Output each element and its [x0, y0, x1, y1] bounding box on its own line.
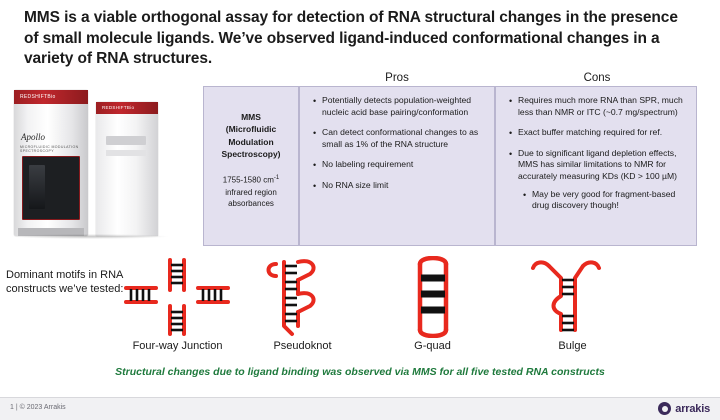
pros-list	[310, 95, 486, 192]
motif-caption: Pseudoknot	[273, 340, 332, 352]
page-number: 1	[10, 404, 14, 411]
cons-list	[506, 95, 688, 212]
photo-shadow	[10, 234, 170, 239]
instrument-model-name: Apollo	[21, 132, 45, 142]
motif-caption: Four-way Junction	[132, 340, 223, 352]
list-item: • Requires much more RNA than SPR, much less than NMR or ITC (~0.7 mg/spectrum)	[518, 95, 688, 118]
arrakis-logo-icon	[658, 402, 671, 415]
instrument-right-brand-label: REDSHIFTBio	[102, 105, 135, 110]
mms-detail-region: infrared region absorbances	[225, 187, 277, 209]
motif-bulge	[505, 256, 640, 352]
brand-logo-text: arrakis	[675, 402, 710, 415]
page-title: MMS is a viable orthogonal assay for detection of RNA structural changes in the presence of small molecule ligands. We’ve observed ligand-induced conformational changes in a variety of RNA structures.	[24, 9, 678, 68]
list-item: • No labeling requirement	[322, 159, 486, 171]
g-quad-icon	[370, 256, 495, 338]
motif-caption: G-quad	[414, 340, 451, 352]
mms-detail	[209, 174, 293, 209]
list-item	[518, 148, 688, 212]
list-item: • No RNA size limit	[322, 180, 486, 192]
motifs-label: Dominant motifs in RNA constructs we’ve tested:	[6, 269, 124, 296]
instrument-left-brand-label: REDSHIFTBio	[20, 94, 56, 100]
brand-logo	[658, 402, 710, 415]
instrument-right-slot-secondary	[106, 150, 146, 156]
bulge-icon	[505, 256, 640, 338]
motif-g-quad	[370, 256, 495, 352]
instrument-right-slot	[106, 136, 146, 145]
list-item: • Can detect conformational changes to as small as 1% of the RNA structure	[322, 127, 486, 150]
instrument-window	[22, 156, 80, 220]
instrument-model-subtitle: MICROFLUIDIC MODULATION SPECTROSCOPY	[20, 145, 79, 153]
motif-pseudoknot	[240, 256, 365, 352]
list-item: • Exact buffer matching required for ref.	[518, 127, 688, 139]
cons-cell	[495, 86, 697, 246]
list-item: • Potentially detects population-weighted nucleic acid base pairing/conformation	[322, 95, 486, 118]
footer-bar	[0, 397, 720, 420]
mms-expansion: (Microfluidic Modulation Spectroscopy)	[221, 124, 281, 159]
motif-caption: Bulge	[558, 340, 587, 352]
instrument-left-unit	[14, 90, 88, 236]
instrument-right-brand-band	[96, 102, 158, 114]
motif-four-way-junction	[110, 256, 245, 352]
instrument-photo	[8, 86, 200, 238]
pros-cell	[299, 86, 495, 246]
pros-column-header: Pros	[385, 72, 409, 84]
footer-meta	[10, 404, 66, 411]
mms-definition-cell	[203, 86, 299, 246]
pseudoknot-icon	[240, 256, 365, 338]
list-item-text: Due to significant ligand depletion effects, MMS has similar limitations to NMR for accurately measuring KDs (KD > 100 µM)	[518, 147, 677, 181]
mms-detail-range: 1755-1580 cm	[222, 175, 274, 185]
mms-detail-exponent: -1	[273, 175, 280, 182]
list-item: • May be very good for fragment-based drug discovery though!	[532, 189, 688, 212]
copyright-text: © 2023 Arrakis	[19, 404, 66, 411]
footer-separator: |	[15, 404, 18, 411]
instrument-right-unit	[96, 102, 158, 236]
summary-caption: Structural changes due to ligand binding was observed via MMS for all five tested RNA constructs	[115, 366, 605, 378]
cons-sublist	[518, 189, 688, 212]
four-way-junction-icon	[110, 256, 245, 338]
instrument-left-brand-band	[14, 90, 88, 104]
mms-name: MMS	[241, 112, 261, 122]
cons-column-header: Cons	[583, 72, 611, 84]
